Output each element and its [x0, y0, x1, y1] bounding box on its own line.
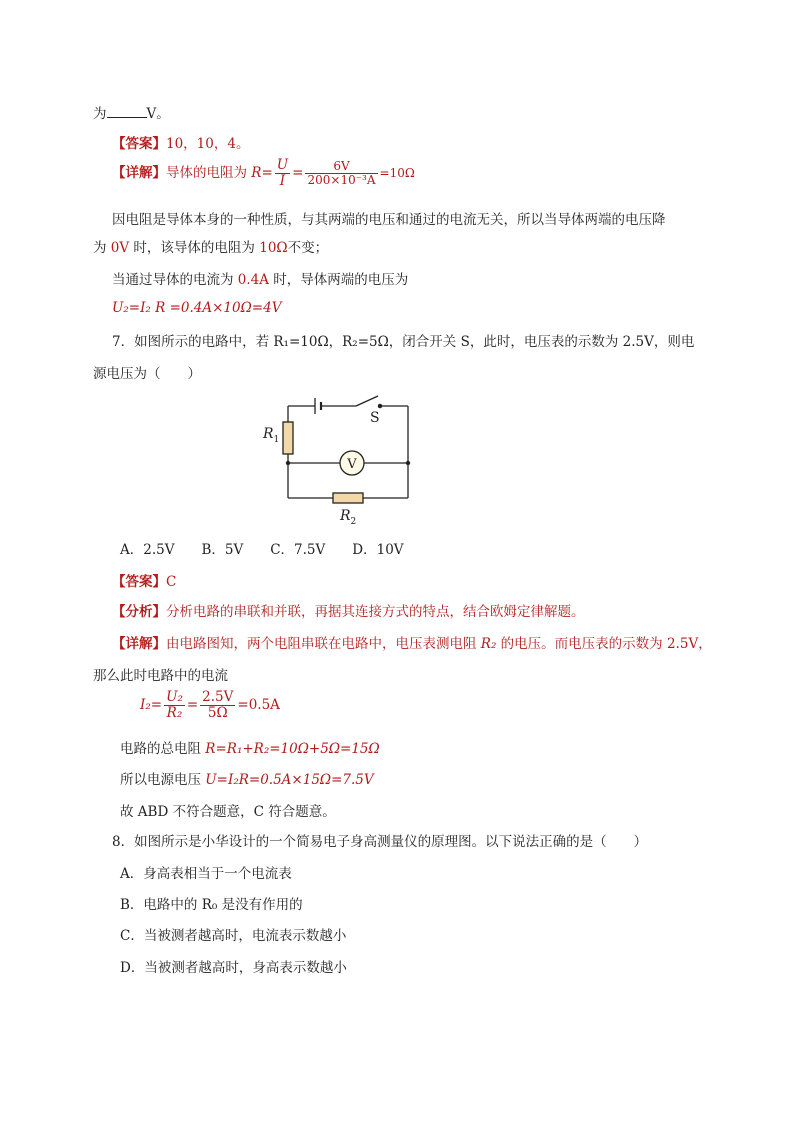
text: 时，该导体的电阻为 — [129, 240, 260, 256]
detail-tag: 【详解】 — [112, 636, 166, 652]
resistor-r1 — [283, 422, 293, 454]
formula-eq: = — [292, 164, 304, 181]
text: 的电压。而电压表的示数为 — [496, 636, 667, 652]
value-0-4a: 0.4A — [237, 272, 270, 288]
q6-para1-line2 — [93, 236, 328, 256]
frac-numerator: 2.5V — [202, 689, 234, 705]
text: 电路的总电阻 — [120, 741, 206, 757]
q8-option-d: D．当被测者越高时，身高表示数越小 — [120, 960, 347, 976]
text: 当通过导体的电流为 — [112, 272, 238, 288]
voltmeter-label: V — [347, 457, 357, 472]
value-r2: R₂ — [480, 636, 497, 652]
q7-stem-line2: 源电压为（ ） — [93, 366, 201, 382]
formula-r: R= — [251, 164, 273, 181]
formula-result: =0.5A — [237, 696, 280, 713]
value-10ohm: 10Ω — [259, 240, 288, 256]
q7-answer — [112, 570, 176, 590]
q7-total-resistance — [120, 737, 380, 757]
detail-lead: 导体的电阻为 — [166, 164, 247, 181]
circuit-diagram — [258, 392, 438, 532]
equation: U=I₂R=0.5A×15Ω=7.5V — [205, 772, 374, 788]
q6-para2 — [112, 268, 408, 288]
junction-left — [286, 461, 290, 465]
frac-denominator: I — [279, 172, 286, 189]
q8-stem: 8．如图所示是小华设计的一个简易电子身高测量仪的原理图。以下说法正确的是（ ） — [112, 834, 648, 850]
fill-blank-line — [93, 102, 170, 122]
analysis-text: 分析电路的串联和并联，再据其连接方式的特点，结合欧姆定律解题。 — [166, 604, 585, 620]
q7-source-voltage — [120, 768, 374, 788]
answer-tag: 【答案】 — [112, 136, 166, 152]
detail-tag: 【详解】 — [112, 164, 166, 181]
text: 所以电源电压 — [120, 772, 206, 788]
frac-numerator: U₂ — [166, 689, 183, 705]
text: ， — [698, 636, 712, 652]
answer-text: 10，10，4。 — [166, 136, 250, 152]
switch-blade — [356, 396, 378, 406]
frac-denominator: 5Ω — [207, 704, 228, 721]
fraction-u-over-i — [275, 158, 290, 189]
q6-detail — [112, 158, 415, 189]
q8-option-c: C．当被测者越高时，电流表示数越小 — [120, 928, 347, 944]
r1-label: $R_1$ — [263, 426, 280, 445]
r2-label: $R_2$ — [340, 508, 357, 527]
fraction-u2-over-r2 — [164, 690, 185, 721]
q7-current-formula — [140, 690, 280, 721]
value-2-5v: 2.5V — [666, 636, 699, 652]
fraction-values — [200, 690, 235, 721]
q8-option-a: A．身高表相当于一个电流表 — [120, 866, 292, 882]
q7-detail-line1 — [112, 632, 712, 652]
q7-detail-line2: 那么此时电路中的电流 — [93, 668, 228, 684]
analysis-tag: 【分析】 — [112, 604, 166, 620]
q7-analysis — [112, 600, 585, 620]
answer-blank — [107, 105, 147, 118]
fraction-values — [305, 160, 377, 187]
text: 为 — [93, 240, 111, 256]
q7-stem-line1: 7．如图所示的电路中，若 R₁=10Ω，R₂=5Ω，闭合开关 S，此时，电压表的示数为 2.5V，则电 — [112, 334, 695, 350]
q6-para1-line1: 因电阻是导体本身的一种性质，与其两端的电压和通过的电流无关，所以当导体两端的电压降 — [112, 212, 666, 228]
formula-eq: = — [186, 696, 199, 713]
blank-prefix: 为 — [93, 106, 107, 122]
junction-right — [406, 461, 410, 465]
text: 时，导体两端的电压为 — [269, 272, 409, 288]
text: 由电路图知，两个电阻串联在电路中，电压表测电阻 — [166, 636, 481, 652]
answer-tag: 【答案】 — [112, 574, 166, 590]
frac-denominator: R₂ — [166, 704, 183, 721]
resistor-r2 — [333, 493, 363, 503]
frac-numerator: 6V — [305, 160, 377, 174]
equation: R=R₁+R₂=10Ω+5Ω=15Ω — [205, 741, 380, 757]
switch-label: S — [370, 410, 380, 426]
answer-text: C — [166, 574, 177, 590]
frac-denominator: 200×10⁻³A — [307, 172, 376, 187]
q7-options: A．2.5V B．5V C．7.5V D．10V — [120, 542, 404, 558]
formula-result: =10Ω — [379, 165, 415, 180]
blank-suffix: V。 — [146, 106, 170, 122]
value-0v: 0V — [110, 240, 130, 256]
q6-eq-u2: U₂=I₂ R =0.4A×10Ω=4V — [112, 300, 282, 316]
frac-numerator: U — [276, 157, 289, 173]
text: 不变； — [287, 240, 329, 256]
formula-lhs: I₂= — [140, 696, 163, 713]
q7-conclusion: 故 ABD 不符合题意，C 符合题意。 — [120, 804, 336, 820]
q8-option-b: B．电路中的 R₀ 是没有作用的 — [120, 897, 303, 913]
q6-answer — [112, 132, 249, 152]
